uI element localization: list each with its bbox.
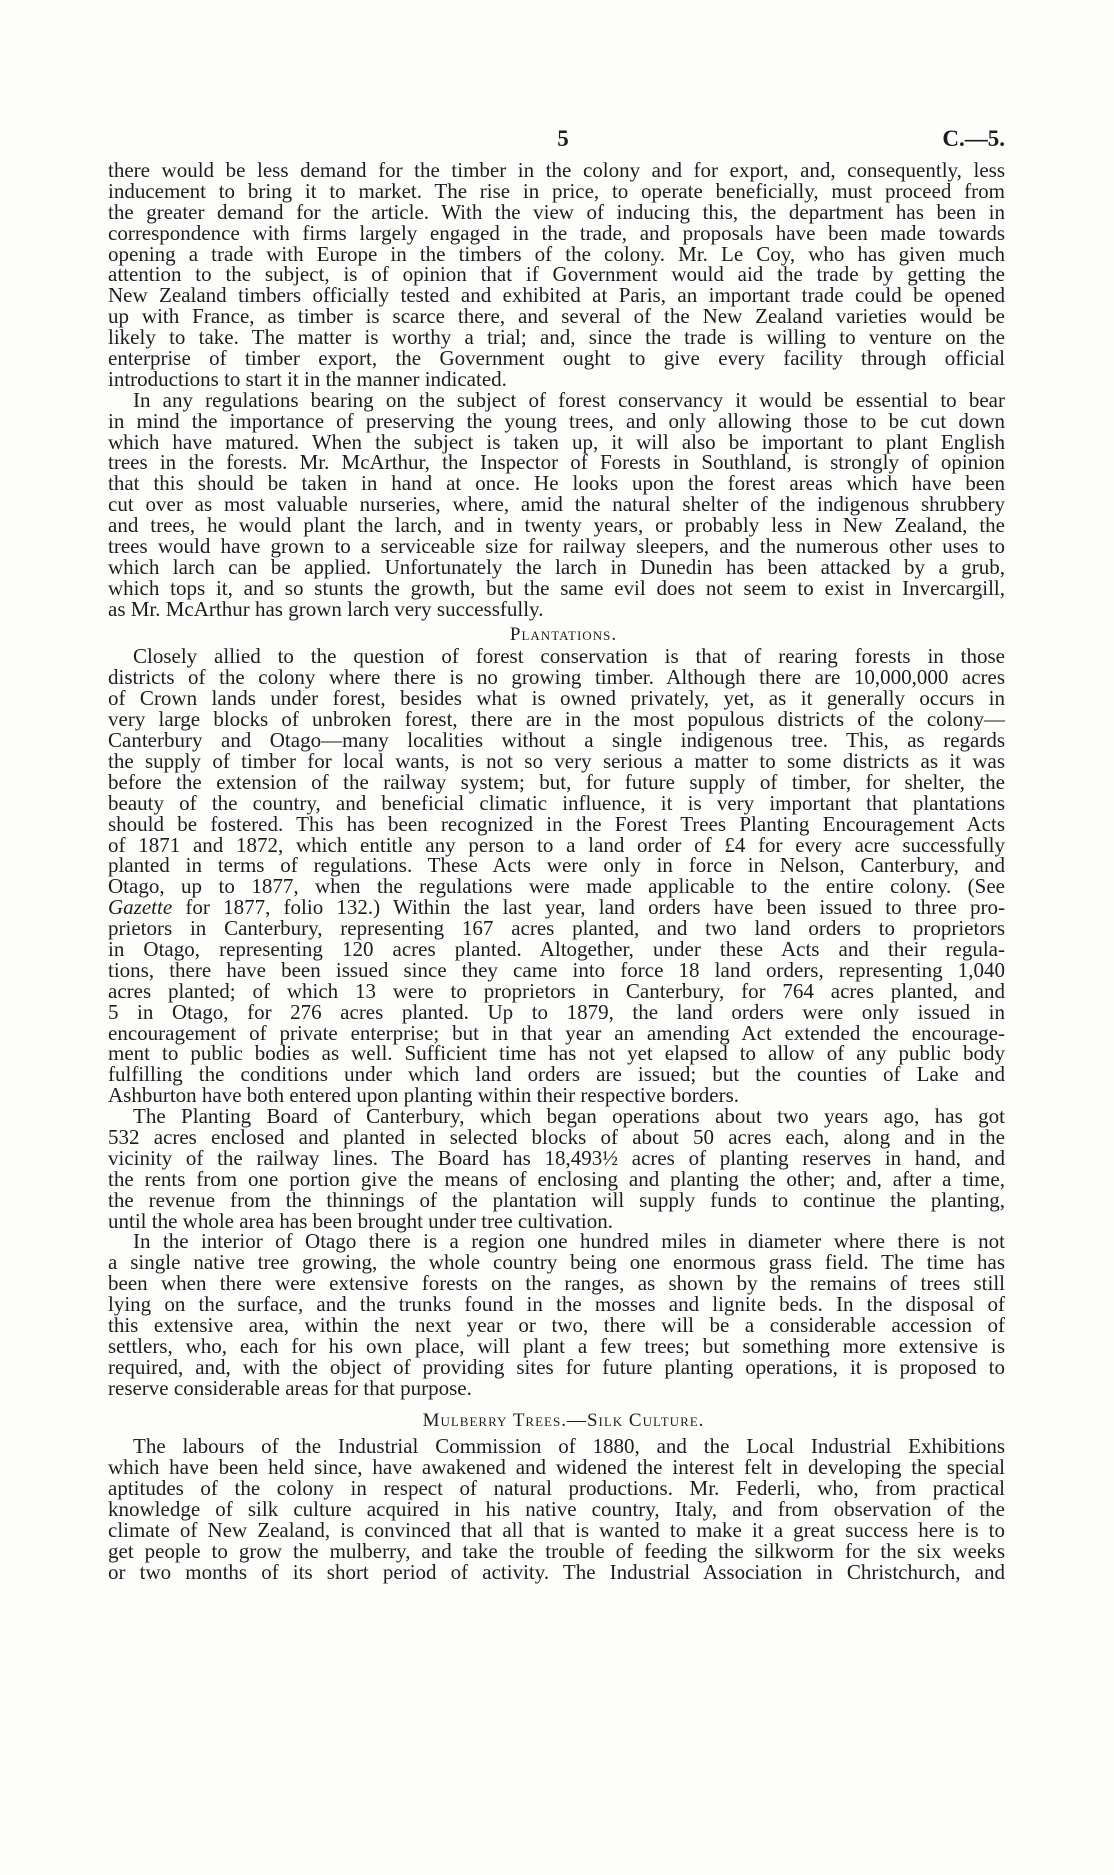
paragraph	[108, 646, 1005, 1106]
text-line: this extensive area, within the next year or two, there will be a considerable accession of	[108, 1312, 1005, 1337]
text-line: settlers, who, each for his own place, will plant a few trees; but something more extensive is	[108, 1333, 1005, 1358]
text-line: correspondence with firms largely engaged in the trade, and proposals have been made towards	[108, 220, 1005, 245]
text-line: opening a trade with Europe in the timbers of the colony. Mr. Le Coy, who has given much	[108, 241, 1005, 266]
text-line: knowledge of silk culture acquired in his native country, Italy, and from observation of the	[108, 1497, 1005, 1522]
section-heading: Mulberry Trees.—Silk Culture.	[422, 1409, 705, 1431]
text-line: in Otago, representing 120 acres planted. Altogether, under these Acts and their regula-	[108, 936, 1005, 961]
text-line: of Crown lands under forest, besides what is owned privately, yet, as it generally occurs in	[108, 686, 1005, 711]
section-heading: Plantations.	[509, 623, 618, 645]
text-line: before the extension of the railway system; but, for future supply of timber, for shelter, the	[108, 769, 1005, 794]
text-line: lying on the surface, and the trunks found in the mosses and lignite beds. In the disposal of	[108, 1292, 1005, 1317]
text-line: climate of New Zealand, is convinced that all that is wanted to make it a great success here is to	[108, 1518, 1005, 1542]
text-line: In any regulations bearing on the subject of forest conservancy it would be essential to bear	[133, 387, 1005, 412]
paragraph	[108, 387, 1005, 621]
text-line: as Mr. McArthur has grown larch very successfully.	[108, 596, 544, 621]
text-line: 532 acres enclosed and planted in selected blocks of about 50 acres each, along and in the	[108, 1124, 1005, 1149]
text-line	[108, 897, 1005, 918]
text-line: inducement to bring it to market. The rise in price, to operate beneficially, must proceed from	[108, 178, 1005, 203]
text-line: districts of the colony where there is no growing timber. Although there are 10,000,000 acres	[108, 665, 1005, 690]
text-line: Otago, up to 1877, when the regulations were made applicable to the entire colony. (See	[108, 874, 1005, 899]
text-line: prietors in Canterbury, representing 167 acres planted, and two land orders to proprietors	[108, 916, 1005, 941]
text-line: or two months of its short period of activity. The Industrial Association in Christchurch, and	[108, 1559, 1005, 1584]
text-line: and trees, he would plant the larch, and in twenty years, or probably less in New Zealand, the	[108, 513, 1005, 538]
text-line: The Planting Board of Canterbury, which began operations about two years ago, has got	[133, 1104, 1005, 1129]
text-line: The labours of the Industrial Commission of 1880, and the Local Industrial Exhibitions	[133, 1434, 1005, 1459]
text-line: get people to grow the mulberry, and take the trouble of feeding the silkworm for the six weeks	[108, 1538, 1005, 1563]
text-line: up with France, as timber is scarce there, and several of the New Zealand varieties would be	[108, 304, 1005, 329]
text-line: should be fostered. This has been recognized in the Forest Trees Planting Encouragement Acts	[108, 811, 1005, 836]
paragraph	[108, 1231, 1005, 1398]
text-line-rest: for 1877, folio 132.) Within the last year, land orders have been issued to three pro-	[172, 895, 1005, 920]
text-line: the rents from one portion give the means of enclosing and planting the other; and, after a time,	[108, 1166, 1005, 1191]
text-line: which larch can be applied. Unfortunately the larch in Dunedin has been attacked by a grub,	[108, 554, 1005, 579]
text-line: until the whole area has been brought under tree cultivation.	[108, 1208, 613, 1233]
text-line: beauty of the country, and beneficial climatic influence, it is very important that plantations	[108, 790, 1005, 815]
text-line: which have matured. When the subject is taken up, it will also be important to plant English	[108, 429, 1005, 454]
text-line: planted in terms of regulations. These Acts were only in force in Nelson, Canterbury, and	[108, 853, 1005, 878]
document-reference: C.—5.	[942, 126, 1005, 151]
text-line: the supply of timber for local wants, is not so very serious a matter to some districts as it was	[108, 748, 1005, 773]
text-line: Canterbury and Otago—many localities without a single indigenous tree. This, as regards	[108, 728, 1005, 753]
text-column	[108, 160, 1005, 1583]
text-line: acres planted; of which 13 were to proprietors in Canterbury, for 764 acres planted, and	[108, 978, 1005, 1003]
text-line: of 1871 and 1872, which entitle any person to a land order of £4 for every acre successfully	[108, 832, 1005, 857]
text-line: introductions to start it in the manner indicated.	[108, 366, 507, 391]
text-line: reserve considerable areas for that purpose.	[108, 1375, 472, 1400]
text-line: trees would have grown to a serviceable size for railway sleepers, and the numerous other uses to	[108, 534, 1005, 559]
italic-title: Gazette	[108, 895, 173, 920]
text-line: aptitudes of the colony in respect of natural productions. Mr. Federli, who, from practical	[108, 1476, 1005, 1501]
text-line: the greater demand for the article. With the view of inducing this, the department has been in	[108, 199, 1005, 224]
text-line: which have been held since, have awakened and widened the interest felt in developing the special	[108, 1455, 1005, 1480]
text-line: in mind the importance of preserving the young trees, and only allowing those to be cut down	[108, 408, 1005, 433]
paragraph	[108, 1106, 1005, 1231]
text-line: likely to take. The matter is worthy a trial; and, since the trade is willing to venture on the	[108, 325, 1005, 350]
text-line: very large blocks of unbroken forest, there are in the most populous districts of the colony—	[108, 707, 1005, 732]
text-line: fulfilling the conditions under which land orders are issued; but the counties of Lake and	[108, 1062, 1005, 1087]
text-line: attention to the subject, is of opinion that if Government would aid the trade by getting the	[108, 262, 1005, 287]
text-line: required, and, with the object of providing sites for future planting operations, it is proposed to	[108, 1354, 1005, 1379]
text-line: Ashburton have both entered upon planting within their respective borders.	[108, 1083, 740, 1108]
paragraph	[108, 1436, 1005, 1582]
text-line: In the interior of Otago there is a region one hundred miles in diameter where there is not	[133, 1229, 1005, 1254]
paragraph	[108, 160, 1005, 390]
text-line: enterprise of timber export, the Government ought to give every facility through official	[108, 346, 1005, 371]
text-line: the revenue from the thinnings of the plantation will supply funds to continue the planting,	[108, 1187, 1005, 1212]
page-number: 5	[557, 126, 569, 151]
text-line: ment to public bodies as well. Sufficient time has not yet elapsed to allow of any public body	[108, 1041, 1005, 1066]
text-line: encouragement of private enterprise; but in that year an amending Act extended the encourage-	[108, 1020, 1005, 1045]
text-line: that this should be taken in hand at once. He looks upon the forest areas which have been	[108, 471, 1005, 496]
text-line: 5 in Otago, for 276 acres planted. Up to 1879, the land orders were only issued in	[108, 999, 1005, 1024]
text-line: New Zealand timbers officially tested and exhibited at Paris, an important trade could be opened	[108, 283, 1005, 308]
text-line: been when there were extensive forests on the ranges, as shown by the remains of trees still	[108, 1271, 1005, 1296]
text-line: Closely allied to the question of forest conservation is that of rearing forests in those	[133, 644, 1005, 669]
text-line: cut over as most valuable nurseries, where, amid the natural shelter of the indigenous shrubbery	[108, 492, 1005, 517]
text-line: tions, there have been issued since they came into force 18 land orders, representing 1,040	[108, 957, 1005, 982]
text-line: which tops it, and so stunts the growth, but the same evil does not seem to exist in Invercargill,	[108, 575, 1005, 600]
text-line: trees in the forests. Mr. McArthur, the Inspector of Forests in Southland, is strongly of opinion	[108, 450, 1005, 475]
text-line: a single native tree growing, the whole country being one enormous grass field. The time has	[108, 1250, 1005, 1275]
text-line: there would be less demand for the timber in the colony and for export, and, consequently, less	[108, 158, 1005, 182]
text-line: vicinity of the railway lines. The Board has 18,493½ acres of planting reserves in hand, and	[108, 1145, 1005, 1170]
